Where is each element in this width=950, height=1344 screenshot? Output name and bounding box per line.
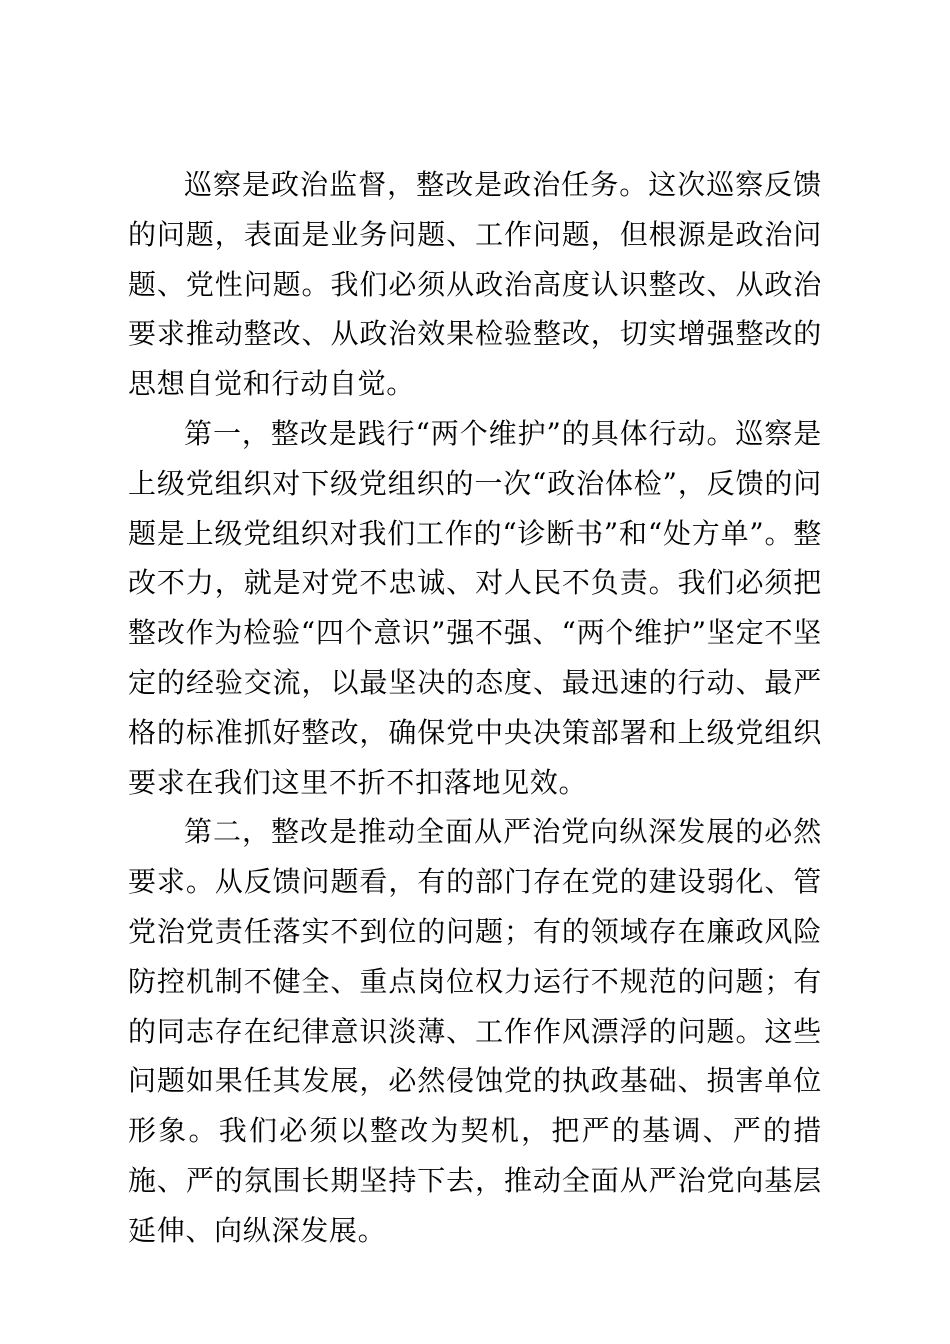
document-body: [128, 160, 822, 1256]
paragraph-second-point: 第二，整改是推动全面从严治党向纵深发展的必然要求。从反馈问题看，有的部门存在党的建设弱化、管党治党责任落实不到位的问题；有的领域存在廉政风险防控机制不健全、重点岗位权力运行不规范的问题；有的同志存在纪律意识淡薄、工作作风漂浮的问题。这些问题如果任其发展，必然侵蚀党的执政基础、损害单位形象。我们必须以整改为契机，把严的基调、严的措施、严的氛围长期坚持下去，推动全面从严治党向基层延伸、向纵深发展。: [128, 815, 822, 1247]
paragraph-intro: 巡察是政治监督，整改是政治任务。这次巡察反馈的问题，表面是业务问题、工作问题，但根源是政治问题、党性问题。我们必须从政治高度认识整改、从政治要求推动整改、从政治效果检验整改，切实增强整改的思想自觉和行动自觉。: [128, 168, 822, 401]
paragraph-first-point: 第一，整改是践行“两个维护”的具体行动。巡察是上级党组织对下级党组织的一次“政治体检”，反馈的问题是上级党组织对我们工作的“诊断书”和“处方单”。整改不力，就是对党不忠诚、对人民不负责。我们必须把整改作为检验“四个意识”强不强、“两个维护”坚定不坚定的经验交流，以最坚决的态度、最迅速的行动、最严格的标准抓好整改，确保党中央决策部署和上级党组织要求在我们这里不折不扣落地见效。: [128, 416, 822, 799]
